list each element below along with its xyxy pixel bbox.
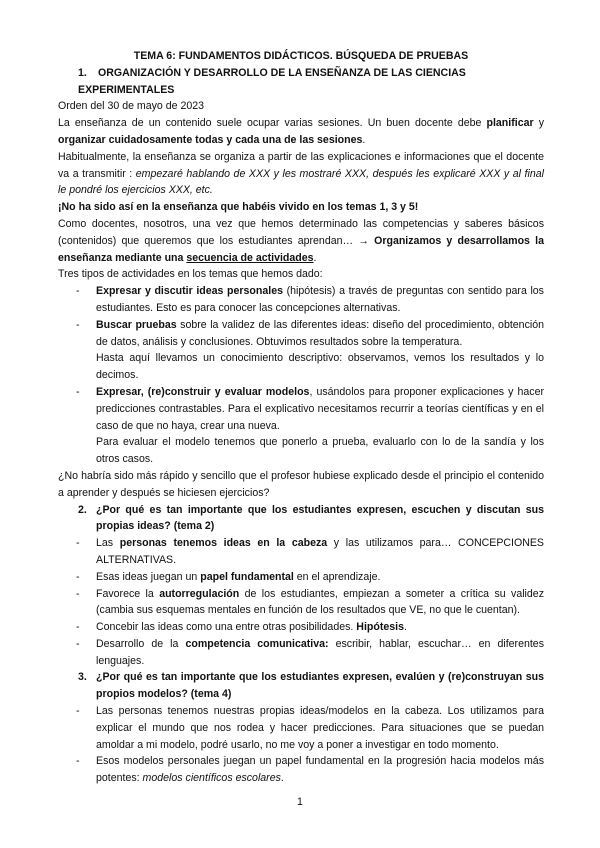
section-3-list	[58, 703, 544, 787]
list-item: - Esas ideas juegan un papel fundamental en el aprendizaje.	[96, 569, 544, 586]
activity-list	[58, 283, 544, 350]
section-1-heading	[58, 65, 544, 99]
list-item: - Buscar pruebas sobre la validez de las diferentes ideas: diseño del procedimiento, obtención de datos, análisis y conclusiones. Obtuvimos resultados sobre la temperatura.	[96, 317, 544, 351]
list-item-continuation: Para evaluar el modelo tenemos que ponerlo a prueba, evaluarlo con lo de la sandía y los otros casos.	[96, 436, 544, 466]
paragraph-usual-teaching: Habitualmente, la enseñanza se organiza a partir de las explicaciones e informaciones que el docente va a transmitir : empezaré hablando de XXX y les mostraré XXX, después les explicaré XXX y al final le pondré los ejercicios XXX, etc.	[58, 150, 544, 197]
section-2-list	[58, 535, 544, 669]
section-1-title: ORGANIZACIÓN Y DESARROLLO DE LA ENSEÑANZA DE LAS CIENCIAS EXPERIMENTALES	[78, 66, 466, 96]
list-item: - Favorece la autorregulación de los estudiantes, empiezan a someter a crítica su validez (cambia sus esquemas mentales en función de los resultados que VE, no que le cuentan).	[96, 586, 544, 620]
list-item: - Esos modelos personales juegan un papel fundamental en la progresión hacia modelos más potentes: modelos científicos escolares.	[96, 753, 544, 787]
section-2-heading: 2. ¿Por qué es tan importante que los estudiantes expresen, escuchen y discutan sus propias ideas? (tema 2)	[78, 503, 544, 533]
activity-list-cont	[58, 384, 544, 434]
document-title: TEMA 6: FUNDAMENTOS DIDÁCTICOS. BÚSQUEDA DE PRUEBAS	[133, 50, 469, 62]
list-item: - Las personas tenemos nuestras propias ideas/modelos en la cabeza. Los utilizamos para explicar el mundo que nos rodea y hacer predicciones. Para situaciones que se puedan amoldar a mi modelo, podré usarlo, no me voy a poner a investigar en todo momento.	[96, 703, 544, 753]
page-number: 1	[297, 796, 303, 808]
paragraph-sequence: Como docentes, nosotros, una vez que hemos determinado las competencias y saberes básicos (contenidos) que queremos que los estudiantes aprendan… → Organizamos y desarrollamos la enseñanza mediante una secuencia de actividades.	[58, 217, 544, 264]
order-date: Orden del 30 de mayo de 2023	[58, 100, 205, 113]
section-1-number: 1.	[78, 66, 87, 79]
paragraph-question: ¿No habría sido más rápido y sencillo que el profesor hubiese explicado desde el principio el contenido a aprender y después se hiciesen ejercicios?	[58, 469, 544, 499]
page-content	[58, 48, 544, 787]
paragraph-planning: La enseñanza de un contenido suele ocupar varias sesiones. Un buen docente debe planificar y organizar cuidadosamente todas y cada una de las sesiones.	[58, 117, 545, 146]
paragraph-activity-types: Tres tipos de actividades en los temas que hemos dado:	[58, 268, 323, 281]
list-item: - Expresar y discutir ideas personales (hipótesis) a través de preguntas con sentido para los estudiantes. Esto es para conocer las concepciones alternativas.	[96, 283, 544, 317]
list-item: - Concebir las ideas como una entre otras posibilidades. Hipótesis.	[96, 619, 544, 636]
list-item: - Expresar, (re)construir y evaluar modelos, usándolos para proponer explicaciones y hacer predicciones contrastables. Para el explicativo necesitamos recurrir a teorías científicas y en el caso de que no haya, crear una nueva.	[96, 384, 544, 434]
list-item: - Desarrollo de la competencia comunicativa: escribir, hablar, escuchar… en diferentes lenguajes.	[96, 636, 544, 670]
list-item-continuation: Hasta aquí llevamos un conocimiento descriptivo: observamos, vemos los resultados y lo decimos.	[96, 352, 544, 382]
section-3-heading: 3. ¿Por qué es tan importante que los estudiantes expresen, evalúen y (re)construyan sus propios modelos? (tema 4)	[78, 671, 544, 701]
list-item: - Las personas tenemos ideas en la cabeza y las utilizamos para… CONCEPCIONES ALTERNATIVAS.	[96, 535, 544, 569]
paragraph-exclamation: ¡No ha sido así en la enseñanza que habéis vivido en los temas 1, 3 y 5!	[58, 201, 419, 214]
